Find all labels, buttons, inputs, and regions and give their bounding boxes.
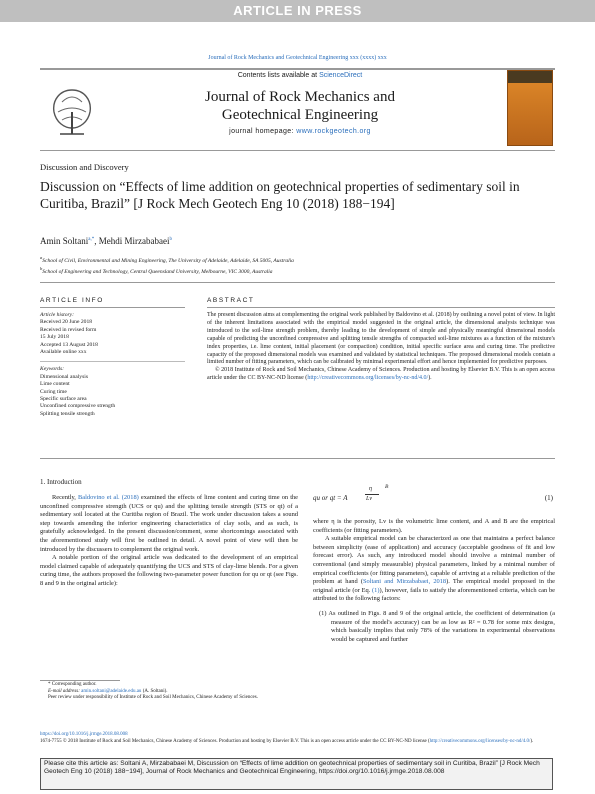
keyword-4: Unconfined compressive strength	[40, 403, 116, 410]
issn-end: ).	[530, 738, 534, 744]
divider-top	[40, 282, 555, 283]
article-info-heading: ARTICLE INFO	[40, 297, 104, 304]
abstract-rule	[207, 307, 555, 308]
intro-p1-pre: Recently,	[52, 494, 78, 501]
affil-b-text: School of Engineering and Technology, Central Queensland University, Melbourne, VIC 3000, Australia	[42, 269, 273, 276]
intro-paragraph-1	[40, 494, 298, 554]
peer-review-note: Peer review under responsibility of Institute of Rock and Soil Mechanics, Chinese Academy of Sciences.	[48, 695, 258, 701]
divider-bottom	[40, 458, 555, 459]
footnote-rule	[40, 680, 120, 681]
article-in-press-banner: ARTICLE IN PRESS	[0, 0, 595, 22]
eq-frac-den: Lv	[366, 496, 372, 502]
keywords-label: Keywords:	[40, 366, 65, 373]
article-title: Discussion on “Effects of lime addition on geotechnical properties of sedimentary soil in Curitiba, Brazil” [J Rock Mech Geotech Eng 10 (2018) 188−194]	[40, 179, 520, 211]
footnotes	[40, 682, 300, 702]
right-p2-pre: A suitable empirical model can be characterized as one that maintains a perfect balance between simplicity (ease of application) and accuracy (acceptable goodness of fit and low forecast error). As such, any introduced model should involve a minimal number of conventional (and simply measurable) physical parameters, linked by a minimal number of empirical coefficients (or fitting parameters), capable of arriving at a reliable prediction of the problem at hand (	[313, 535, 555, 586]
author-list	[40, 236, 172, 246]
left-column	[40, 494, 298, 589]
sciencedirect-link[interactable]: ScienceDirect	[319, 72, 363, 79]
keyword-3: Specific surface area	[40, 396, 87, 403]
article-info-rule	[40, 307, 185, 308]
right-paragraph-1: where η is the porosity, Lv is the volumetric lime content, and A and B are the empirical coefficients (or fitting parameters).	[313, 518, 555, 534]
affiliations	[40, 254, 294, 277]
license-link-part2[interactable]: licenses/by-nc-nd/4.0/	[375, 375, 429, 382]
affil-a-text: School of Civil, Environmental and Mining Engineering, The University of Adelaide, Adelaide, SA 5005, Australia	[42, 257, 294, 264]
homepage-link[interactable]: www.rockgeotech.org	[296, 128, 371, 135]
info-divider	[40, 361, 185, 362]
history-3: Accepted 13 August 2018	[40, 341, 98, 348]
right-p2-post: ), however, fails to satisfy the aforementioned criteria, which can be attributed to the following factors:	[313, 586, 555, 603]
intro-p1-post: examined the effects of lime content and curing time on the unconfined compressive strength (UCS or qu) and the splitting tensile strength (STS or qt) of a sedimentary soil located at the Curitiba region of Brazil. The work under discussion takes a sound step towards amending the inferior engineering characteristics of clay soils, and as such, is gratefully acknowledged. In the present discussion/comment, some shortcomings associated with the aforementioned study will first be outlined in detail. A novel point of view will then be introduced by the discussers to complement the original work.	[40, 494, 298, 553]
list-item-1: (1) As outlined in Figs. 8 and 9 of the original article, the coefficient of determination (a measure of the model's accuracy) can be as low as R² = 0.78 for some mix designs, which basically implies that only 78% of the variations in experimental observations would be captured and further	[319, 609, 555, 643]
affil-b-sup: b	[40, 266, 43, 272]
author-sep: ,	[94, 236, 99, 246]
keyword-1: Lime content	[40, 381, 70, 388]
issn-license-link[interactable]: http://creativecommons.org/licenses/by-nc-nd/4.0/	[429, 738, 531, 744]
corresponding-author: * Corresponding author.	[48, 682, 97, 687]
author-1-sup: a,*	[88, 237, 95, 242]
eq-frac-bar	[365, 494, 379, 495]
license-link-part1[interactable]: http://creativecommons.org/	[307, 375, 376, 382]
homepage-prefix: journal homepage:	[229, 128, 297, 135]
history-2: 15 July 2018	[40, 334, 69, 341]
baldovino-ref-link[interactable]: Baldovino et al. (2018)	[78, 494, 139, 501]
right-p2-mid: ). The empirical model proposed in the original article (or Eq.	[313, 578, 555, 594]
issn-line	[40, 739, 555, 746]
abstract-copyright-end: ).	[428, 375, 432, 382]
keyword-5: Splitting tensile strength	[40, 410, 95, 417]
eq-frac-num: η	[369, 486, 372, 492]
abstract-text: The present discussion aims at complementing the original work published by Baldovino et al. (2018) by outlining a novel point of view. In light of the inherent limitations associated with the empirical model suggested in the original article, the dimensional analysis technique was introduced to the soil-lime strength problem, thereby leading to the development of simple and physically meaningful dimensional models capable of predicting the unconfined compressive and splitting tensile strengths of compacted soil-lime mixtures as a function of the mixture's index properties, i.e. lime content, initial placement (or compaction) condition, initial specific surface area and curing time. The predictive capacity of the proposed dimensional models was examined and validated by statistical techniques. The proposed dimensional models contain a limited number of fitting parameters, which can be calibrated by minimal experimental effort and hence implemented for predictive purposes.	[207, 312, 555, 366]
soltani-ref-link[interactable]: Soltani and Mirzababaei, 2018	[362, 578, 447, 586]
eq-exponent: B	[385, 484, 389, 490]
history-0: Received 20 June 2018	[40, 319, 93, 326]
intro-paragraph-2: A notable portion of the original article was dedicated to the development of an empirical model claimed capable of adequately quantifying the UCS and STS of clay-lime blends. For a given curing time, the authors proposed the following two-parameter power function for qu or qt (see Figs. 8 and 9 in the original article):	[40, 554, 298, 587]
email-line	[40, 689, 300, 696]
right-column	[313, 518, 555, 644]
doi-link[interactable]: https://doi.org/10.1016/j.jrmge.2018.08.008	[40, 732, 128, 737]
section-tag: Discussion and Discovery	[40, 162, 129, 172]
history-label: Article history:	[40, 312, 75, 318]
issn-text: 1674-7755 © 2018 Institute of Rock and Soil Mechanics, Chinese Academy of Sciences. Production and hosting by Elsevier B.V. This is an open access article under the CC BY-NC-ND license (	[40, 738, 430, 744]
author-2[interactable]: Mehdi Mirzababaei	[98, 236, 170, 246]
journal-title	[160, 88, 440, 124]
eq-lhs: qu or qt = A	[313, 494, 348, 502]
email-post: (A. Soltani).	[141, 688, 168, 694]
affiliation-a	[40, 254, 294, 265]
affil-a-sup: a	[40, 255, 43, 260]
keyword-0: Dimensional analysis	[40, 373, 89, 380]
abstract-heading: ABSTRACT	[207, 297, 255, 304]
email-link[interactable]: amin.soltani@adelaide.edu.au	[81, 688, 142, 694]
keyword-2: Curing time	[40, 388, 67, 395]
journal-title-line1: Journal of Rock Mechanics and	[205, 89, 395, 105]
contents-prefix: Contents lists available at	[237, 72, 320, 79]
bottom-info	[40, 732, 555, 745]
journal-cover-image	[507, 70, 553, 146]
elsevier-logo-icon	[42, 82, 102, 138]
cite-this-article-box: Please cite this article as: Soltani A, Mirzababaei M, Discussion on “Effects of lime addition on geotechnical properties of sedimentary soil in Curitiba, Brazil” [J Rock Mech Geotech Eng 10 (2018) 188−194], Journal of Rock Mechanics and Geotechnical Engineering, https://doi.org/10.1016/j.jrmge.2018.08.008	[40, 758, 553, 790]
history-1: Received in revised form	[40, 326, 97, 333]
equation-1	[313, 484, 555, 510]
author-1[interactable]: Amin Soltani	[40, 236, 89, 246]
contents-available	[160, 72, 440, 79]
history-4: Available online xxx	[40, 349, 87, 356]
intro-heading: 1. Introduction	[40, 478, 82, 486]
right-paragraph-2	[313, 535, 555, 604]
journal-homepage	[160, 128, 440, 135]
eq-number: (1)	[544, 494, 553, 502]
eq1-ref-link[interactable]: (1)	[372, 586, 380, 594]
journal-title-line2: Geotechnical Engineering	[221, 107, 379, 123]
email-label: E-mail address:	[48, 688, 82, 694]
abstract-body	[207, 312, 555, 383]
article-info	[40, 312, 185, 418]
author-2-sup: b	[169, 237, 172, 242]
abstract-copyright: © 2018 Institute of Rock and Soil Mechanics, Chinese Academy of Sciences. Production and hosting by Elsevier B.V. This is an open access article under the CC BY-NC-ND license (	[207, 367, 555, 382]
affiliation-b	[40, 265, 294, 276]
journal-citation-line[interactable]: Journal of Rock Mechanics and Geotechnical Engineering xxx (xxxx) xxx	[208, 55, 387, 61]
